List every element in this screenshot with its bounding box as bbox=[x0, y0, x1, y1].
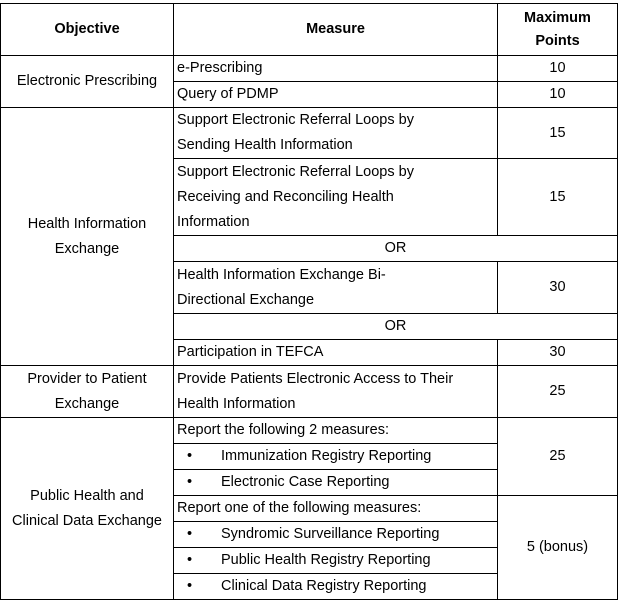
measure-receiving-line2: Receiving and Reconciling Health bbox=[177, 188, 394, 205]
points-eprescribing: 10 bbox=[498, 56, 618, 82]
measure-tefca: Participation in TEFCA bbox=[174, 340, 498, 366]
points-patient-access: 25 bbox=[498, 366, 618, 418]
optional-measures-intro: Report one of the following measures: bbox=[174, 496, 498, 522]
measure-bidir-line2: Directional Exchange bbox=[177, 291, 315, 308]
points-hie-bidirectional: 30 bbox=[498, 262, 618, 314]
list-item bbox=[177, 470, 494, 495]
header-points-line1: Maximum bbox=[524, 9, 591, 26]
or-separator: OR bbox=[174, 314, 618, 340]
objective-ptp-line1: Provider to Patient bbox=[27, 370, 147, 387]
measure-hie-bidirectional bbox=[174, 262, 498, 314]
list-item bbox=[177, 444, 494, 469]
objective-hie-line1: Health Information bbox=[27, 215, 147, 232]
measure-patient-access-line2: Health Information bbox=[177, 395, 296, 412]
objective-hie-line2: Exchange bbox=[54, 240, 120, 257]
objectives-table bbox=[0, 3, 618, 600]
header-points-line2: Points bbox=[535, 32, 580, 49]
header-max-points bbox=[498, 4, 618, 56]
objective-ph-line1: Public Health and bbox=[30, 487, 144, 504]
header-measure: Measure bbox=[174, 4, 498, 56]
points-query-pdmp: 10 bbox=[498, 82, 618, 108]
required-measure-item bbox=[174, 470, 498, 496]
table-row bbox=[1, 56, 618, 82]
list-item bbox=[177, 574, 494, 599]
bullet-icon: • bbox=[187, 552, 193, 568]
points-sending-health-info: 15 bbox=[498, 108, 618, 159]
measure-receiving-line1: Support Electronic Referral Loops by bbox=[177, 163, 414, 180]
objective-ptp-line2: Exchange bbox=[54, 395, 120, 412]
measure-patient-access-line1: Provide Patients Electronic Access to Their bbox=[177, 370, 454, 387]
points-optional-measures: 5 (bonus) bbox=[498, 496, 618, 600]
optional-item-label: Clinical Data Registry Reporting bbox=[221, 578, 427, 594]
required-item-label: Immunization Registry Reporting bbox=[221, 448, 432, 464]
optional-item-label: Syndromic Surveillance Reporting bbox=[221, 526, 440, 542]
required-item-label: Electronic Case Reporting bbox=[221, 474, 390, 490]
points-receiving-reconciling: 15 bbox=[498, 159, 618, 236]
bullet-icon: • bbox=[187, 526, 193, 542]
points-tefca: 30 bbox=[498, 340, 618, 366]
measure-eprescribing: e-Prescribing bbox=[174, 56, 498, 82]
optional-measure-item bbox=[174, 522, 498, 548]
measure-sending-line2: Sending Health Information bbox=[177, 137, 353, 153]
objective-health-information-exchange bbox=[1, 108, 174, 366]
measure-receiving-line3: Information bbox=[177, 213, 250, 230]
measure-sending-line1: Support Electronic Referral Loops by bbox=[177, 112, 414, 128]
measure-patient-access bbox=[174, 366, 498, 418]
measure-sending-health-info bbox=[174, 108, 498, 159]
required-measure-item bbox=[174, 444, 498, 470]
measure-query-pdmp: Query of PDMP bbox=[174, 82, 498, 108]
header-row bbox=[1, 4, 618, 56]
bullet-icon: • bbox=[187, 448, 193, 464]
objective-electronic-prescribing: Electronic Prescribing bbox=[1, 56, 174, 108]
optional-measure-item bbox=[174, 548, 498, 574]
bullet-icon: • bbox=[187, 474, 193, 490]
table-row bbox=[1, 418, 618, 444]
list-item bbox=[177, 548, 494, 573]
optional-item-label: Public Health Registry Reporting bbox=[221, 552, 431, 568]
points-required-measures: 25 bbox=[498, 418, 618, 496]
list-item bbox=[177, 522, 494, 547]
required-measures-intro: Report the following 2 measures: bbox=[174, 418, 498, 444]
measure-bidir-line1: Health Information Exchange Bi- bbox=[177, 266, 386, 283]
header-objective: Objective bbox=[1, 4, 174, 56]
table-row bbox=[1, 366, 618, 418]
table-row bbox=[1, 108, 618, 159]
objective-ph-line2: Clinical Data Exchange bbox=[12, 512, 162, 529]
objective-provider-to-patient bbox=[1, 366, 174, 418]
optional-measure-item bbox=[174, 574, 498, 600]
or-separator: OR bbox=[174, 236, 618, 262]
bullet-icon: • bbox=[187, 578, 193, 594]
measure-receiving-reconciling bbox=[174, 159, 498, 236]
objective-public-health bbox=[1, 418, 174, 600]
